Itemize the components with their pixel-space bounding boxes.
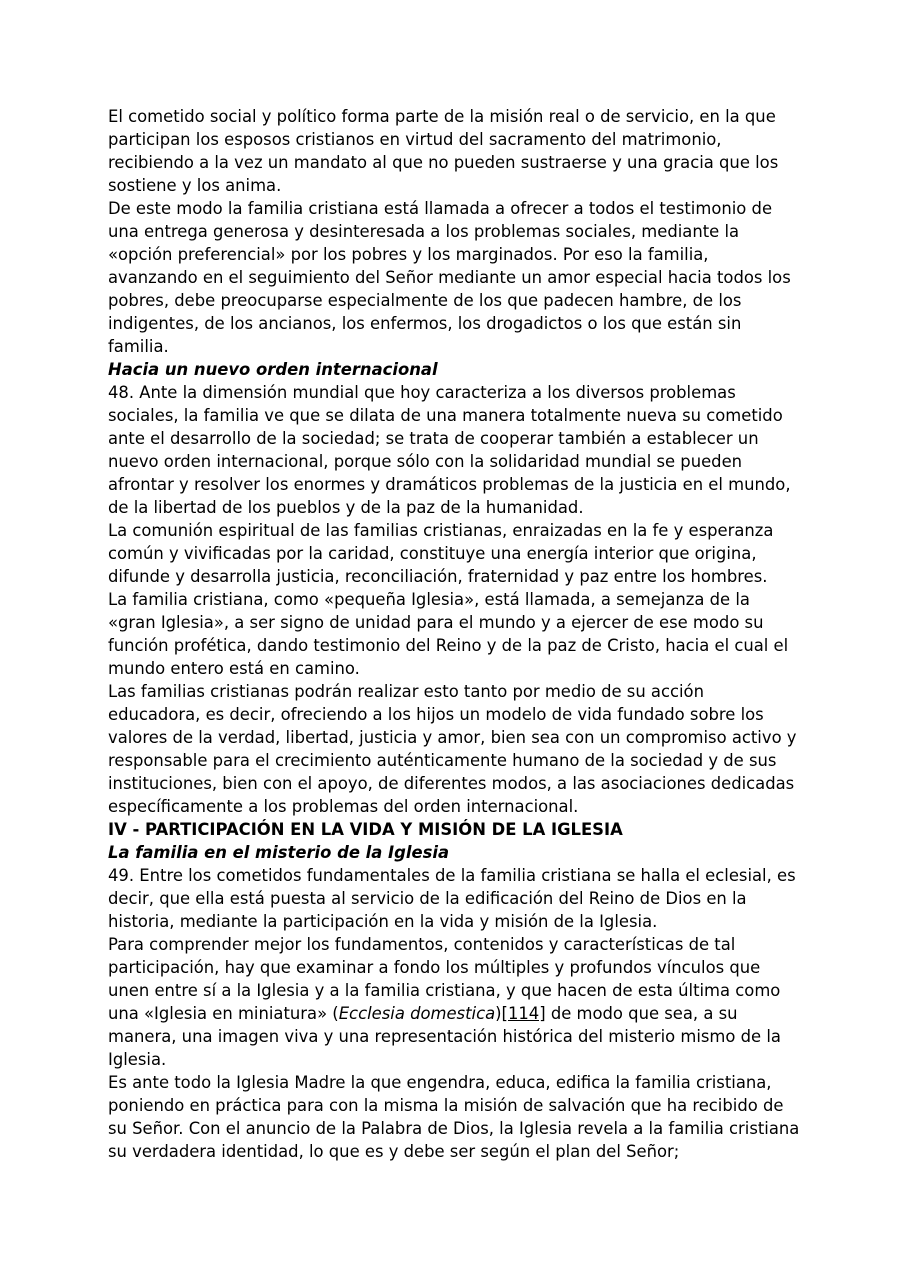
paragraph: Las familias cristianas podrán realizar esto tanto por medio de su acción educadora, es decir, ofreciendo a los hijos un modelo de vida fundado sobre los valores de la verdad, libertad, justicia y amor, bien sea con un compromiso activo y responsable para el crecimiento auténticamente humano de la sociedad y de sus instituciones, bien con el apoyo, de diferentes modos, a las asociaciones dedicadas específicamente a los problemas del orden internacional. (108, 682, 797, 816)
paragraph: Es ante todo la Iglesia Madre la que engendra, educa, edifica la familia cristiana, poniendo en práctica para con la misma la misión de salvación que ha recibido de su Señor. Con el anuncio de la Palabra de Dios, la Iglesia revela a la familia cristiana su verdadera identidad, lo que es y debe ser según el plan del Señor; (108, 1073, 800, 1161)
footnote-link-114[interactable]: [114] (501, 1004, 546, 1023)
paragraph-with-footnote (108, 933, 800, 1071)
document-text-block (108, 105, 800, 1163)
paragraph: De este modo la familia cristiana está llamada a ofrecer a todos el testimonio de una entrega generosa y desinteresada a los problemas sociales, mediante la «opción preferencial» por los pobres y los marginados. Por eso la familia, avanzando en el seguimiento del Señor mediante un amor especial hacia todos los pobres, debe preocuparse especialmente de los que padecen hambre, de los indigentes, de los ancianos, los enfermos, los drogadictos o los que están sin familia. (108, 199, 791, 356)
chapter-heading-iv-participacion: IV - PARTICIPACIÓN EN LA VIDA Y MISIÓN DE LA IGLESIA (108, 820, 623, 839)
section-heading-familia-misterio-iglesia: La familia en el misterio de la Iglesia (108, 843, 450, 862)
paragraph-text: ) (495, 1004, 502, 1023)
paragraph-text: de modo que sea, a su manera, una imagen viva y una representación histórica del misterio mismo de la Iglesia. (108, 1004, 781, 1069)
paragraph: La comunión espiritual de las familias cristianas, enraizadas en la fe y esperanza común y vivificadas por la caridad, constituye una energía interior que origina, difunde y desarrolla justicia, reconciliación, fraternidad y paz entre los hombres. (108, 521, 774, 586)
paragraph: 49. Entre los cometidos fundamentales de la familia cristiana se halla el eclesial, es decir, que ella está puesta al servicio de la edificación del Reino de Dios en la historia, mediante la participación en la vida y misión de la Iglesia. (108, 866, 796, 931)
section-heading-nuevo-orden-internacional: Hacia un nuevo orden internacional (108, 360, 438, 379)
paragraph: La familia cristiana, como «pequeña Iglesia», está llamada, a semejanza de la «gran Iglesia», a ser signo de unidad para el mundo y a ejercer de ese modo su función profética, dando testimonio del Reino y de la paz de Cristo, hacia el cual el mundo entero está en camino. (108, 590, 789, 678)
paragraph: El cometido social y político forma parte de la misión real o de servicio, en la que participan los esposos cristianos en virtud del sacramento del matrimonio, recibiendo a la vez un mandato al que no pueden sustraerse y una gracia que los sostiene y los anima. (108, 107, 779, 195)
paragraph-text: Para comprender mejor los fundamentos, contenidos y características de tal participación, hay que examinar a fondo los múltiples y profundos vínculos que unen entre sí a la Iglesia y a la familia cristiana, y que hacen de esta última como una «Iglesia en miniatura» ( (108, 935, 781, 1023)
latin-phrase: Ecclesia domestica (338, 1004, 496, 1023)
paragraph: 48. Ante la dimensión mundial que hoy caracteriza a los diversos problemas sociales, la familia ve que se dilata de una manera totalmente nueva su cometido ante el desarrollo de la sociedad; se trata de cooperar también a establecer un nuevo orden internacional, porque sólo con la solidaridad mundial se pueden afrontar y resolver los enormes y dramáticos problemas de la justicia en el mundo, de la libertad de los pueblos y de la paz de la humanidad. (108, 383, 791, 517)
